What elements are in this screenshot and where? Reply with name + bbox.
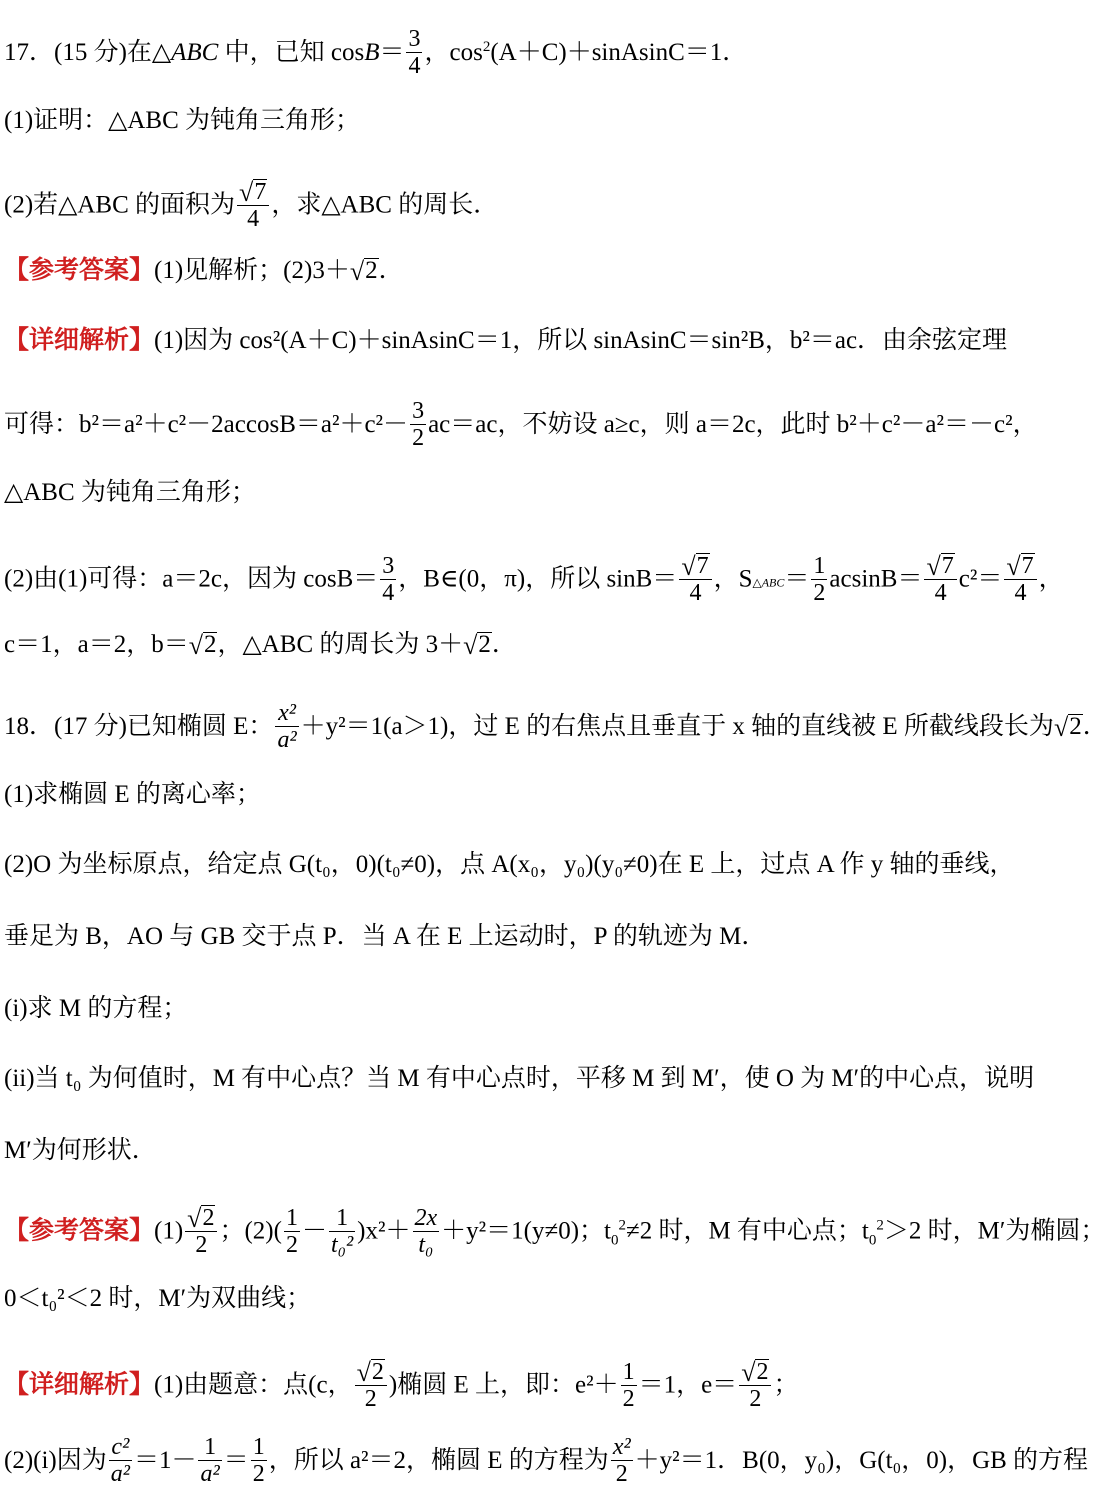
- answer-17: 【参考答案】(1)见解析；(2)3＋√2．: [4, 257, 404, 286]
- fraction: $\frac{3}{4}$: [382, 552, 395, 606]
- fraction: $\frac{2x}{\text{t₀}}$: [414, 1204, 438, 1258]
- problem-17-q2: (2)若△ABC 的面积为 $\frac{√7}{4}$ ，求△ABC 的周长．: [4, 178, 499, 232]
- problem-number: 17．(15 分)在: [4, 39, 152, 67]
- fraction: $\frac{√2}{2}$: [739, 1358, 771, 1412]
- answer-18-line-2: 0＜t₀²＜2 时，M′为双曲线；: [4, 1285, 312, 1312]
- solution-17-line-1: 【详细解析】(1)因为 cos²(A＋C)＋sinAsinC＝1，所以 sinAsinC＝sin²B，b²＝ac．由余弦定理: [4, 327, 1008, 354]
- fraction: $\frac{\text{x²}}{2}$: [612, 1434, 631, 1487]
- fraction: $\frac{1}{2}$: [813, 552, 826, 606]
- fraction: $\frac{1}{\text{a²}}$: [200, 1434, 220, 1487]
- solution-17-line-3: △ABC 为钝角三角形；: [4, 479, 256, 506]
- fraction: $\frac{√7}{4}$: [679, 552, 711, 606]
- fraction: $\frac{3}{4}$: [408, 26, 421, 79]
- fraction: $\frac{\text{c²}}{\text{a²}}$: [110, 1434, 130, 1487]
- fraction: $\frac{3}{2}$: [412, 398, 425, 451]
- problem-18-q2-ii-line-2: M′为何形状．: [4, 1137, 157, 1164]
- problem-18-q2-i: (i)求 M 的方程；: [4, 995, 188, 1022]
- solution-17-line-2: 可得：b²＝a²＋c²－2accosB＝a²＋c²－ $\frac{3}{2}$ ac＝ac，不妨设 a≥c，则 a＝2c，此时 b²＋c²－a²＝－c²，: [4, 398, 1038, 451]
- solution-17-line-4: (2)由(1)可得：a＝2c，因为 cosB＝ $\frac{3}{4}$ ，B∈(0，π)，所以 sinB＝ $\frac{√7}{4}$ ，S△ABC＝ $\frac{1}{2}$ acsinB＝ $\frac{√7}{4}$ c²＝ $\frac{√7}{4}$ ，: [4, 552, 1064, 606]
- solution-label: 【详细解析】: [4, 1371, 155, 1399]
- answer-label: 【参考答案】: [4, 257, 155, 284]
- fraction: $\frac{√7}{4}$: [237, 178, 269, 232]
- problem-18-statement: 18．(17 分)已知椭圆 E： $\frac{\text{x²}}{\text{a²}}$ ＋y²＝1(a＞1)，过 E 的右焦点且垂直于 x 轴的直线被 E 所截线段长为√2．: [4, 700, 1108, 753]
- problem-18-q2-line-1: (2)O 为坐标原点，给定点 G(t₀，0)(t₀≠0)，点 A(x₀，y₀)(y₀≠0)在 E 上，过点 A 作 y 轴的垂线，: [4, 851, 1015, 878]
- problem-17-statement: 17．(15 分)在△ABC 中，已知 cosB＝ $\frac{3}{4}$ ，$\cos^2(A+C)+sinAsinC=1$．: [4, 26, 748, 79]
- fraction: $\frac{1}{2}$: [252, 1434, 265, 1487]
- fraction: $\frac{1}{\text{t₀²}}$: [330, 1204, 354, 1258]
- fraction: $\frac{\text{x²}}{\text{a²}}$: [277, 700, 297, 753]
- problem-18-q1: (1)求椭圆 E 的离心率；: [4, 781, 261, 808]
- fraction: $\frac{√7}{4}$: [924, 552, 956, 606]
- solution-18-line-2: (2)(i)因为 $\frac{\text{c²}}{\text{a²}}$ ＝1－ $\frac{1}{\text{a²}}$ ＝ $\frac{1}{2}$ ，所以 a²＝2，椭圆 E 的方程为 $\frac{\text{x²}}{2}$ ＋y²＝1．B(0，y₀)，G(t₀，0)，GB 的方程: [4, 1434, 1089, 1487]
- problem-17-q1: (1)证明：△ABC 为钝角三角形；: [4, 107, 361, 134]
- answer-label: 【参考答案】: [4, 1217, 155, 1245]
- fraction: $\frac{1}{2}$: [622, 1358, 635, 1412]
- problem-18-q2-line-2: 垂足为 B，AO 与 GB 交于点 P．当 A 在 E 上运动时，P 的轨迹为 M．: [4, 923, 767, 950]
- answer-18: 【参考答案】(1) $\frac{√2}{2}$ ；(2)( $\frac{1}{2}$ － $\frac{1}{\text{t₀²}}$ )x²＋ $\frac{2x}{\text{t₀}}$ ＋y²＝1(y≠0)；$t_0^2\ne 2$ 时，M 有中心点；$t_0^2>2$ 时，M′为椭圆；: [4, 1204, 1106, 1258]
- solution-18-line-1: 【详细解析】(1)由题意：点(c， $\frac{√2}{2}$ )椭圆 E 上，即：e²＋ $\frac{1}{2}$ ＝1，e＝ $\frac{√2}{2}$ ；: [4, 1358, 799, 1412]
- fraction: $\frac{√7}{4}$: [1004, 552, 1036, 606]
- problem-18-q2-ii-line-1: (ii)当 t₀ 为何值时，M 有中心点？当 M 有中心点时，平移 M 到 M′，使 O 为 M′的中心点，说明: [4, 1065, 1035, 1092]
- fraction: $\frac{√2}{2}$: [355, 1358, 387, 1412]
- solution-label: 【详细解析】: [4, 327, 155, 354]
- solution-17-line-5: c＝1，a＝2，b＝√2，△ABC 的周长为 3＋√2．: [4, 631, 517, 660]
- fraction: $\frac{1}{2}$: [285, 1204, 298, 1258]
- fraction: $\frac{√2}{2}$: [185, 1204, 217, 1258]
